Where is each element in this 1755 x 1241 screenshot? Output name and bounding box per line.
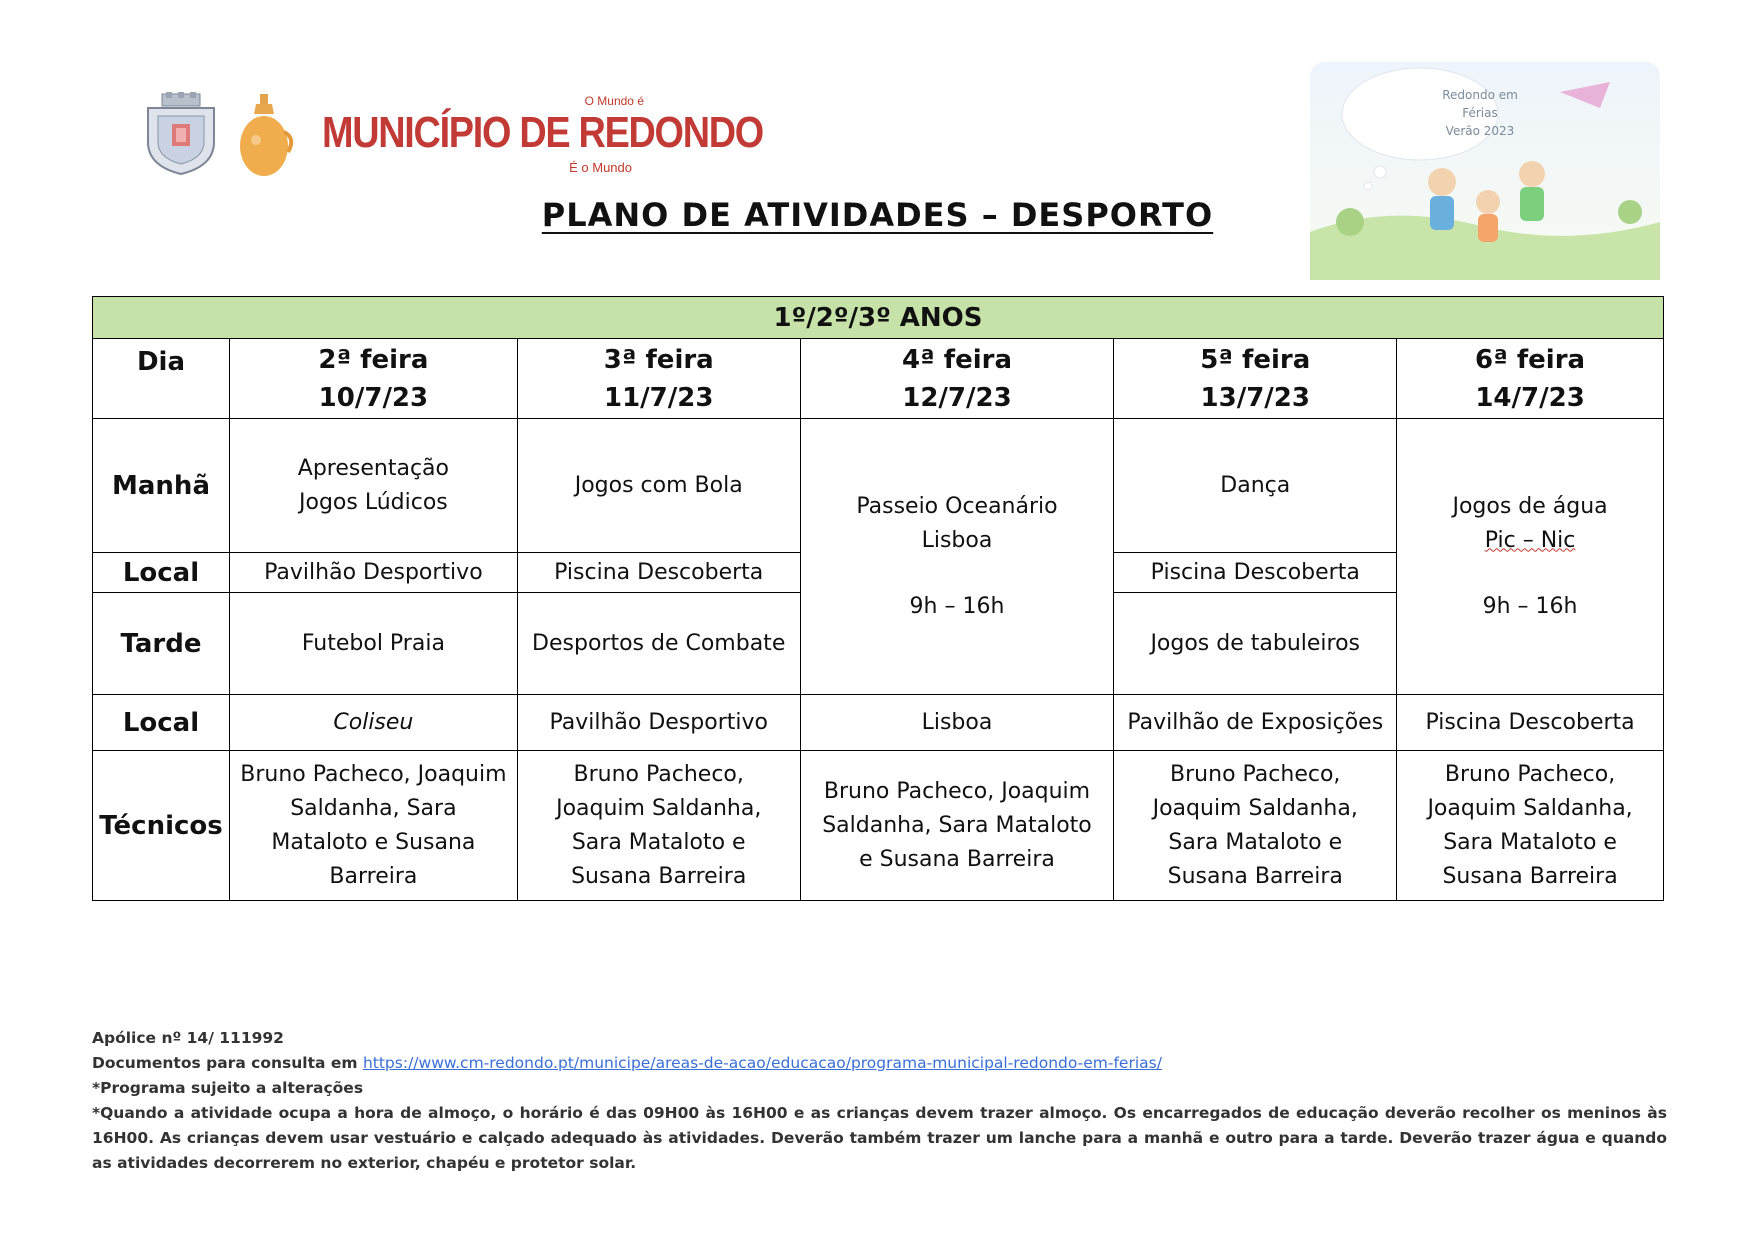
vacation-badge-line: Redondo em	[1442, 88, 1518, 102]
technicians-thursday	[1114, 751, 1397, 901]
brand-tagline-top: O Mundo é	[584, 94, 644, 108]
activity-line: Lisboa	[921, 527, 993, 553]
vacation-badge-text	[1410, 86, 1550, 140]
afternoon-activity-tuesday: Desportos de Combate	[517, 593, 800, 695]
activity-line: Jogos Lúdicos	[299, 489, 448, 515]
technician-line: Susana Barreira	[1442, 863, 1618, 889]
jar-logo	[238, 92, 296, 180]
insurance-policy: Apólice nº 14/ 111992	[92, 1029, 284, 1047]
date-label: 14/7/23	[1475, 382, 1585, 413]
date-label: 11/7/23	[603, 382, 714, 413]
vacation-badge-line: Verão 2023	[1445, 124, 1515, 138]
technician-line: Bruno Pacheco,	[1444, 761, 1616, 787]
technician-line: Saldanha, Sara	[290, 795, 457, 821]
morning-activity-tuesday: Jogos com Bola	[517, 419, 800, 553]
technician-line: Sara Mataloto e	[1168, 829, 1343, 855]
technicians-friday	[1397, 751, 1664, 901]
brand-name: MUNICÍPIO DE REDONDO	[322, 108, 763, 157]
date-label: 12/7/23	[902, 382, 1012, 413]
activity-line: Jogos de água	[1452, 493, 1608, 519]
technician-line: Joaquim Saldanha,	[556, 795, 762, 821]
day-header-friday	[1397, 339, 1664, 419]
weekday-label: 2ª feira	[318, 344, 429, 375]
lunch-schedule-note: *Quando a atividade ocupa a hora de almoço, o horário é das 09H00 às 16H00 e as crianças devem trazer almoço. Os encarregados de educação deverão recolher os meninos às 16H00. As crianças devem usar vestuário e calçado adequado às atividades. Deverão também trazer um lanche para a manhã e outro para a tarde. Deverão trazer água e quando as atividades decorrerem no exterior, chapéu e protetor solar.	[92, 1104, 1667, 1172]
page-title	[0, 196, 1755, 234]
morning-activity-monday	[229, 419, 517, 553]
technician-line: Barreira	[329, 863, 418, 889]
technician-line: Bruno Pacheco, Joaquim	[823, 778, 1091, 804]
activities-table	[92, 296, 1664, 901]
day-header-tuesday	[517, 339, 800, 419]
technicians-monday	[229, 751, 517, 901]
afternoon-location-tuesday: Pavilhão Desportivo	[517, 695, 800, 751]
documents-prefix: Documentos para consulta em	[92, 1054, 363, 1072]
day-header-monday	[229, 339, 517, 419]
full-day-activity-friday	[1397, 419, 1664, 695]
afternoon-location-thursday: Pavilhão de Exposições	[1114, 695, 1397, 751]
date-label: 13/7/23	[1200, 382, 1310, 413]
program-subject-note: *Programa sujeito a alterações	[92, 1079, 364, 1097]
row-label-location-afternoon: Local	[93, 695, 230, 751]
schedule-hours: 9h – 16h	[909, 593, 1005, 619]
afternoon-activity-thursday: Jogos de tabuleiros	[1114, 593, 1397, 695]
afternoon-activity-monday: Futebol Praia	[229, 593, 517, 695]
morning-location-tuesday: Piscina Descoberta	[517, 553, 800, 593]
age-group-header: 1º/2º/3º ANOS	[93, 297, 1664, 339]
technicians-tuesday	[517, 751, 800, 901]
weekday-label: 3ª feira	[603, 344, 714, 375]
municipal-crest-logo	[140, 92, 222, 176]
page-title-text: PLANO DE ATIVIDADES – DESPORTO	[541, 196, 1214, 234]
vacation-badge-line: Férias	[1462, 106, 1498, 120]
technician-line: Sara Mataloto e	[1443, 829, 1617, 855]
brand-tagline-bottom: É o Mundo	[569, 160, 632, 175]
schedule-hours: 9h – 16h	[1482, 593, 1578, 619]
morning-location-monday: Pavilhão Desportivo	[229, 553, 517, 593]
documents-link[interactable]: https://www.cm-redondo.pt/municipe/areas-de-acao/educacao/programa-municipal-redondo-em-ferias/	[362, 1054, 1162, 1072]
afternoon-location-friday: Piscina Descoberta	[1397, 695, 1664, 751]
day-column-label: Dia	[93, 339, 230, 419]
activity-line: Pic – Nic	[1484, 527, 1576, 553]
weekday-label: 5ª feira	[1200, 344, 1311, 375]
technician-line: Joaquim Saldanha,	[1427, 795, 1633, 821]
municipality-brand	[322, 90, 763, 180]
technician-line: e Susana Barreira	[859, 846, 1055, 872]
technician-line: Saldanha, Sara Mataloto	[822, 812, 1092, 838]
row-label-afternoon: Tarde	[93, 593, 230, 695]
footer-notes	[92, 1026, 1667, 1176]
activity-line: Apresentação	[297, 455, 449, 481]
full-day-activity-wednesday	[800, 419, 1114, 695]
morning-location-thursday: Piscina Descoberta	[1114, 553, 1397, 593]
technician-line: Joaquim Saldanha,	[1152, 795, 1358, 821]
technician-line: Susana Barreira	[571, 863, 747, 889]
documents-line	[92, 1051, 1667, 1076]
row-label-morning: Manhã	[93, 419, 230, 553]
technician-line: Susana Barreira	[1167, 863, 1343, 889]
weekday-label: 4ª feira	[901, 344, 1012, 375]
afternoon-location-wednesday: Lisboa	[800, 695, 1114, 751]
technician-line: Bruno Pacheco,	[573, 761, 744, 787]
date-label: 10/7/23	[318, 382, 429, 413]
row-label-technicians: Técnicos	[93, 751, 230, 901]
activity-line: Passeio Oceanário	[856, 493, 1058, 519]
afternoon-location-monday: Coliseu	[229, 695, 517, 751]
technician-line: Mataloto e Susana	[271, 829, 476, 855]
day-header-thursday	[1114, 339, 1397, 419]
technicians-wednesday	[800, 751, 1114, 901]
weekday-label: 6ª feira	[1475, 344, 1586, 375]
technician-line: Sara Mataloto e	[571, 829, 746, 855]
day-header-wednesday	[800, 339, 1114, 419]
row-label-location-morning: Local	[93, 553, 230, 593]
technician-line: Bruno Pacheco,	[1170, 761, 1341, 787]
technician-line: Bruno Pacheco, Joaquim	[240, 761, 507, 787]
morning-activity-thursday: Dança	[1114, 419, 1397, 553]
